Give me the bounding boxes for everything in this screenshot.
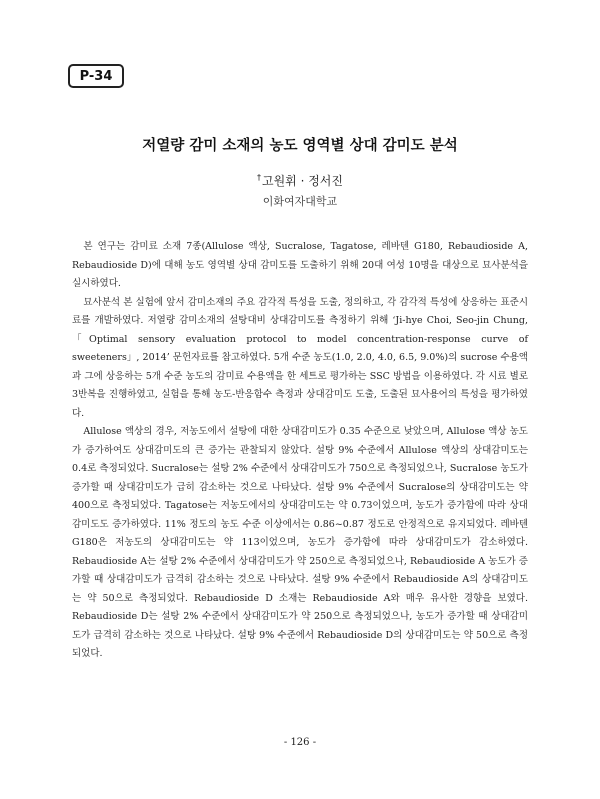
affiliation: 이화여자대학교 (262, 195, 338, 208)
author-line (0, 172, 600, 189)
page-number: - 126 - (283, 737, 317, 748)
corresponding-author-marker: † (257, 173, 261, 182)
paper-title: 저열량 감미 소재의 농도 영역별 상대 감미도 분석 (142, 138, 458, 154)
poster-id-badge: P-34 (68, 64, 124, 88)
paragraph: Allulose 액상의 경우, 저농도에서 설탕에 대한 상대감미도가 0.35 수준으로 낮았으며, Allulose 액상 농도가 증가하여도 상대감미도의 큰 증가는 관찰되지 않았다. 설탕 9% 수준에서 Allulose 액상의 상대감미도는 0.4로 측정되었다. Sucralose는 설탕 2% 수준에서 상대감미도가 750으로 측정되었으나, Sucralose 농도가 증가할 때 상대감미도가 급히 감소하는 것으로 나타났다. 설탕 9% 수준에서 Sucralose의 상대감미도는 약 400으로 측정되었다. Tagatose는 저농도에서의 상대감미도는 약 0.73이었으며, 농도가 증가함에 따라 상대감미도도 증가하였다. 11% 정도의 농도 수준 이상에서는 0.86~0.87 정도로 안정적으로 유지되었다. 레바텐 G180은 저농도의 상대감미도는 약 113이었으며, 농도가 증가함에 따라 상대감미도가 감소하였다. Rebaudioside A는 설탕 2% 수준에서 상대감미도가 약 250으로 측정되었으나, Rebaudioside A 농도가 증가할 때 상대감미도가 급격히 감소하는 것으로 나타났다. 설탕 9% 수준에서 Rebaudioside A의 상대감미도는 약 50으로 측정되었다. Rebaudioside D 소재는 Rebaudioside A와 매우 유사한 경향을 보였다. Rebaudioside D는 설탕 2% 수준에서 상대감미도가 약 250으로 측정되었으나, 농도가 증가할 때 상대감미도가 급격히 감소하는 것으로 나타났다. 설탕 9% 수준에서 Rebaudioside D의 상대감미도는 약 50으로 측정되었다. (72, 426, 528, 659)
paragraph: 본 연구는 감미료 소재 7종(Allulose 액상, Sucralose, Tagatose, 레바텐 G180, Rebaudioside A, Rebaudioside D)에 대해 농도 영역별 상대 감미도를 도출하기 위해 20대 여성 10명을 대상으로 묘사분석을 실시하였다. (72, 241, 528, 289)
paragraph: 묘사분석 본 실험에 앞서 감미소재의 주요 감각적 특성을 도출, 정의하고, 각 감각적 특성에 상응하는 표준시료를 개발하였다. 저열량 감미소재의 설탕대비 상대감미도를 측정하기 위해 ‘Ji-hye Choi, Seo-jin Chung,「Optimal sensory evaluation protocol to model concentration-response curve of sweeteners」, 2014’ 문헌자료를 참고하였다. 5개 수준 농도(1.0, 2.0, 4.0, 6.5, 9.0%)의 sucrose 수용액과 그에 상응하는 5개 수준 농도의 감미료 수용액을 한 세트로 평가하는 SSC 방법을 이용하였다. 각 시료 별로 3반복을 진행하였고, 실험을 통해 농도-반응함수 측정과 상대감미도 도출, 도출된 묘사용어의 특성을 평가하였다. (72, 296, 528, 419)
abstract-body (72, 238, 528, 664)
author-names: 고원휘 · 정서진 (262, 174, 343, 188)
